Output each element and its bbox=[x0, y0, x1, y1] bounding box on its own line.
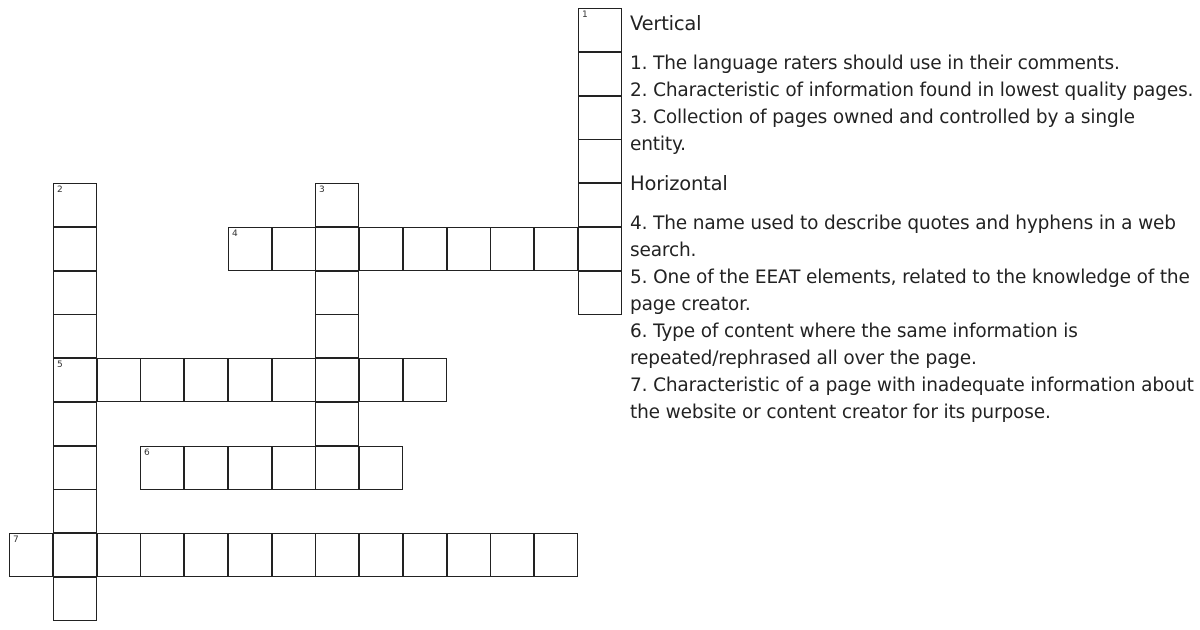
crossword-cell[interactable] bbox=[97, 533, 141, 577]
clues-panel bbox=[630, 10, 1195, 426]
crossword-cell-2[interactable] bbox=[53, 183, 97, 227]
crossword-cell[interactable] bbox=[578, 271, 622, 315]
crossword-cell[interactable] bbox=[315, 446, 359, 490]
crossword-cell[interactable] bbox=[184, 358, 228, 402]
crossword-cell[interactable] bbox=[447, 533, 491, 577]
crossword-cell[interactable] bbox=[359, 533, 403, 577]
crossword-cell[interactable] bbox=[272, 227, 316, 271]
vertical-clue-1: 1. The language raters should use in their comments. bbox=[630, 53, 1120, 74]
crossword-cell[interactable] bbox=[53, 271, 97, 315]
horizontal-clue-6: 6. Type of content where the same information is repeated/rephrased all over the page. bbox=[630, 321, 1078, 369]
vertical-clue-2: 2. Characteristic of information found in lowest quality pages. bbox=[630, 80, 1194, 101]
crossword-cell[interactable] bbox=[228, 358, 272, 402]
crossword-cell[interactable] bbox=[403, 227, 447, 271]
crossword-cell[interactable] bbox=[272, 358, 316, 402]
vertical-clue-3: 3. Collection of pages owned and controlled by a single entity. bbox=[630, 107, 1135, 155]
crossword-cell-7[interactable] bbox=[9, 533, 53, 577]
crossword-cell[interactable] bbox=[140, 533, 184, 577]
crossword-cell[interactable] bbox=[315, 271, 359, 315]
crossword-cell-6[interactable] bbox=[140, 446, 184, 490]
clue-number: 3 bbox=[319, 185, 325, 195]
crossword-cell[interactable] bbox=[272, 446, 316, 490]
crossword-cell[interactable] bbox=[228, 533, 272, 577]
crossword-cell-5[interactable] bbox=[53, 358, 97, 402]
crossword-cell[interactable] bbox=[53, 577, 97, 621]
crossword-cell[interactable] bbox=[315, 314, 359, 358]
crossword-cell[interactable] bbox=[315, 358, 359, 402]
crossword-cell[interactable] bbox=[578, 227, 622, 271]
clue-number: 1 bbox=[582, 10, 588, 20]
crossword-cell[interactable] bbox=[228, 446, 272, 490]
crossword-cell[interactable] bbox=[534, 533, 578, 577]
horizontal-heading: Horizontal bbox=[630, 172, 728, 195]
crossword-cell[interactable] bbox=[403, 533, 447, 577]
clue-number: 4 bbox=[232, 229, 238, 239]
crossword-cell[interactable] bbox=[403, 358, 447, 402]
crossword-cell[interactable] bbox=[53, 314, 97, 358]
crossword-cell[interactable] bbox=[315, 402, 359, 446]
crossword-cell-1[interactable] bbox=[578, 8, 622, 52]
clue-number: 6 bbox=[144, 448, 150, 458]
crossword-cell[interactable] bbox=[53, 533, 97, 577]
clue-number: 2 bbox=[57, 185, 63, 195]
crossword-cell[interactable] bbox=[53, 402, 97, 446]
crossword-cell[interactable] bbox=[272, 533, 316, 577]
clue-number: 5 bbox=[57, 360, 63, 370]
vertical-heading: Vertical bbox=[630, 12, 702, 35]
crossword-cell[interactable] bbox=[490, 533, 534, 577]
crossword-cell[interactable] bbox=[359, 227, 403, 271]
crossword-cell[interactable] bbox=[53, 446, 97, 490]
horizontal-clue-5: 5. One of the EEAT elements, related to the knowledge of the page creator. bbox=[630, 267, 1190, 315]
crossword-cell[interactable] bbox=[359, 358, 403, 402]
crossword-cell-4[interactable] bbox=[228, 227, 272, 271]
crossword-cell[interactable] bbox=[184, 533, 228, 577]
crossword-cell[interactable] bbox=[359, 446, 403, 490]
crossword-cell[interactable] bbox=[534, 227, 578, 271]
crossword-cell[interactable] bbox=[578, 183, 622, 227]
crossword-cell[interactable] bbox=[315, 227, 359, 271]
crossword-cell[interactable] bbox=[97, 358, 141, 402]
crossword-cell[interactable] bbox=[53, 489, 97, 533]
horizontal-clue-4: 4. The name used to describe quotes and hyphens in a web search. bbox=[630, 213, 1176, 261]
crossword-cell[interactable] bbox=[447, 227, 491, 271]
crossword-cell[interactable] bbox=[140, 358, 184, 402]
crossword-cell[interactable] bbox=[578, 139, 622, 183]
crossword-cell[interactable] bbox=[53, 227, 97, 271]
horizontal-clue-7: 7. Characteristic of a page with inadequate information about the website or content creator for its purpose. bbox=[630, 375, 1194, 423]
crossword-cell[interactable] bbox=[578, 96, 622, 140]
crossword-cell[interactable] bbox=[578, 52, 622, 96]
crossword-cell-3[interactable] bbox=[315, 183, 359, 227]
crossword-cell[interactable] bbox=[490, 227, 534, 271]
crossword-cell[interactable] bbox=[184, 446, 228, 490]
crossword-cell[interactable] bbox=[315, 533, 359, 577]
clue-number: 7 bbox=[13, 535, 19, 545]
